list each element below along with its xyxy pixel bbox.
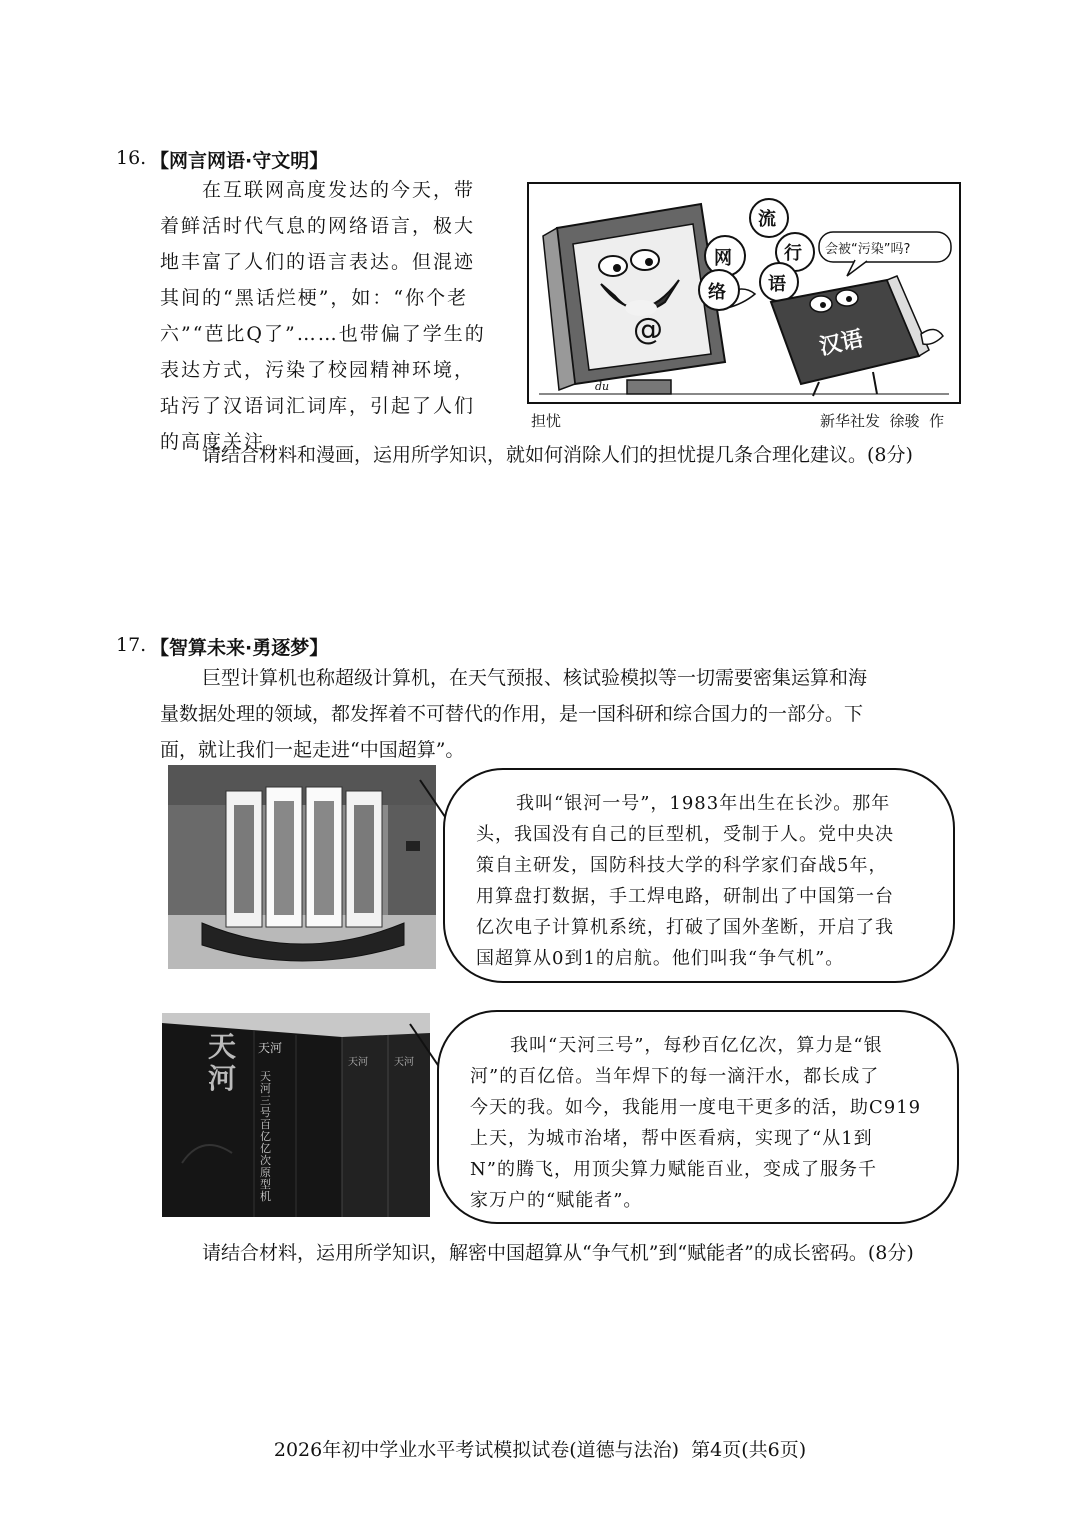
q16-line: 在互联网高度发达的今天，带 <box>202 179 476 201</box>
yinhe-one-image <box>168 765 436 969</box>
tianhe-three-image <box>162 1013 430 1217</box>
cartoon-at-sign: @ <box>633 312 663 347</box>
q16-line: 玷污了汉语词汇词库，引起了人们 <box>160 395 476 417</box>
tianhe-three-speech-text <box>470 1030 940 1216</box>
tianhe-big-label: 天河 <box>208 1030 237 1095</box>
cartoon-bubble-luo: 络 <box>708 282 726 303</box>
bubble2-line: 上天，为城市治堵，帮中医看病，实现了“从1到 <box>470 1128 873 1149</box>
bubble1-line: 用算盘打数据，手工焊电路，研制出了中国第一台 <box>476 886 894 907</box>
tianhe-cabinet-label: 天河 <box>348 1057 368 1068</box>
q17-number: 17. <box>116 634 147 656</box>
q17-line: 巨型计算机也称超级计算机，在天气预报、核试验模拟等一切需要密集运算和海 <box>202 667 868 689</box>
q17-line: 面，就让我们一起走进“中国超算”。 <box>160 739 465 761</box>
cartoon-caption-credit: 新华社发 徐骏 作 <box>820 412 945 430</box>
yinhe-one-speech-text <box>476 788 936 974</box>
tianhe-cabinet-label: 天河 <box>394 1057 414 1068</box>
tianhe-three-photo <box>162 1013 430 1217</box>
tianhe-small-label: 天河 <box>258 1041 283 1055</box>
bubble2-line: 今天的我。如今，我能用一度电干更多的活，助C919 <box>470 1097 922 1118</box>
bubble1-line: 策自主研发，国防科技大学的科学家们奋战5年， <box>476 855 888 876</box>
bubble2-line: 河”的百亿倍。当年焊下的每一滴汗水，都长成了 <box>470 1066 880 1087</box>
cartoon-speech: 会被“污染”吗? <box>825 242 911 257</box>
yinhe-one-photo <box>168 765 436 969</box>
q16-line: 其间的“黑话烂梗”，如：“你个老 <box>160 287 469 309</box>
bubble2-line: 家万户的“赋能者”。 <box>470 1190 643 1211</box>
q16-line: 六”“芭比Q了”……也带偏了学生的 <box>160 323 486 345</box>
q17-question: 请结合材料，运用所学知识，解密中国超算从“争气机”到“赋能者”的成长密码。(8分) <box>202 1242 914 1264</box>
q16-line: 着鲜活时代气息的网络语言，极大 <box>160 215 476 237</box>
q16-material <box>160 172 510 460</box>
q16-line: 表达方式，污染了校园精神环境， <box>160 359 476 381</box>
cartoon-book-label: 汉语 <box>817 326 866 361</box>
q17-line: 量数据处理的领域，都发挥着不可替代的作用，是一国科研和综合国力的一部分。下 <box>160 703 864 725</box>
bubble1-line: 头，我国没有自己的巨型机，受制于人。党中央决 <box>476 824 894 845</box>
q16-title: 【网言网语·守文明】 <box>150 150 329 172</box>
cartoon-bubble-xing: 行 <box>784 243 802 264</box>
q16-line: 的高度关注。 <box>160 431 287 453</box>
q16-question: 请结合材料和漫画，运用所学知识，就如何消除人们的担忧提几条合理化建议。(8分) <box>202 444 913 466</box>
q16-line: 地丰富了人们的语言表达。但混迹 <box>160 251 476 273</box>
cartoon-caption-title: 担忧 <box>531 412 562 430</box>
q16-cartoon <box>527 182 961 404</box>
page-footer: 2026年初中学业水平考试模拟试卷(道德与法治) 第4页(共6页) <box>273 1439 807 1461</box>
bubble1-line: 我叫“银河一号”，1983年出生在长沙。那年 <box>516 793 891 814</box>
bubble2-line: 我叫“天河三号”，每秒百亿亿次，算力是“银 <box>510 1035 883 1056</box>
q17-title: 【智算未来·勇逐梦】 <box>150 637 329 659</box>
bubble1-line: 国超算从0到1的启航。他们叫我“争气机”。 <box>476 948 845 969</box>
bubble2-line: N”的腾飞，用顶尖算力赋能百业，变成了服务千 <box>470 1159 877 1180</box>
cartoon-signature: du <box>595 380 610 393</box>
bubble1-line: 亿次电子计算机系统，打破了国外垄断，开启了我 <box>476 917 894 938</box>
q17-material <box>160 660 980 768</box>
cartoon-bubble-wang: 网 <box>714 248 732 269</box>
cartoon-bubble-liu: 流 <box>758 209 776 230</box>
tianhe-side-text: 天河三号百亿亿次原型机 <box>260 1070 271 1203</box>
cartoon-bubble-yu: 语 <box>768 274 786 295</box>
q16-number: 16. <box>116 147 147 169</box>
cartoon-drawing <box>529 184 959 402</box>
